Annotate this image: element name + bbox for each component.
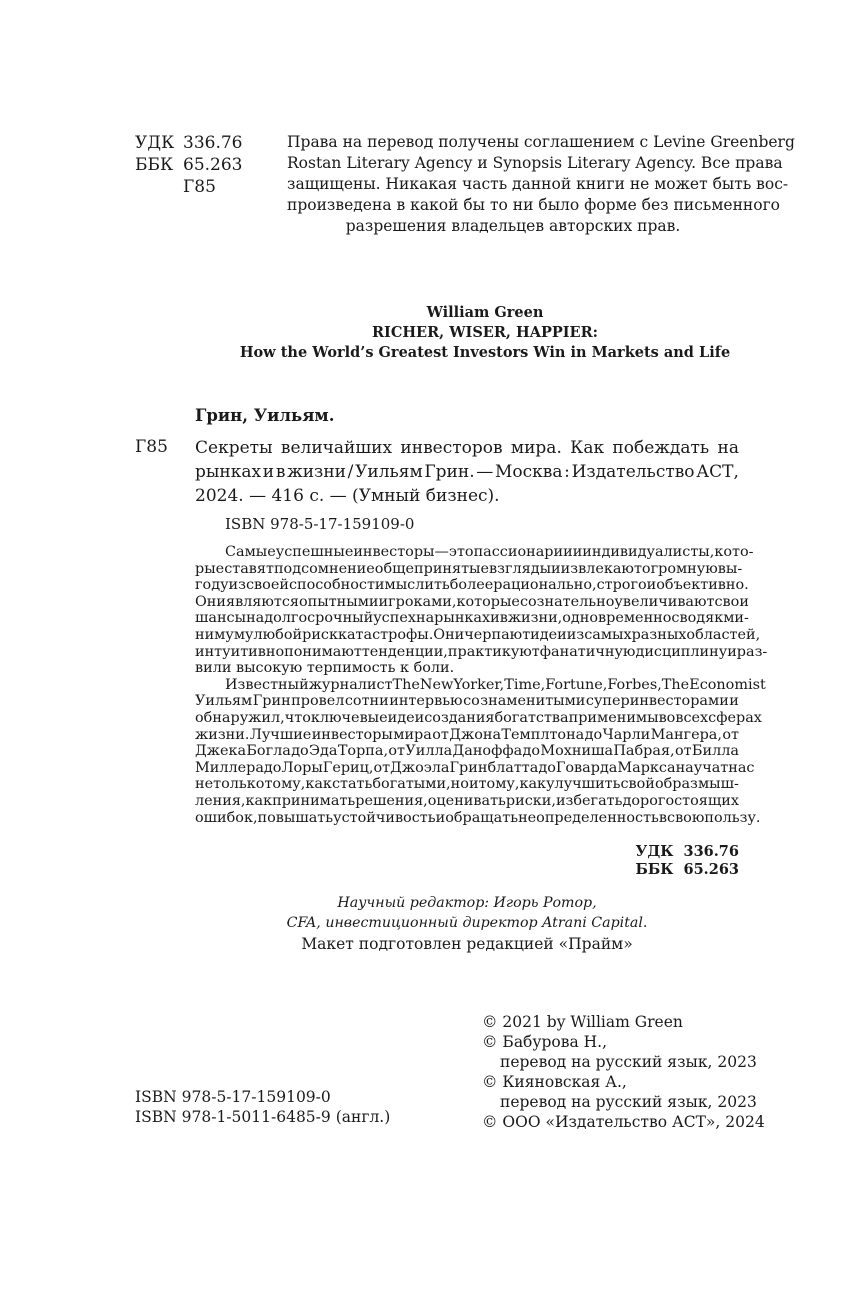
copyright-line: © 2021 by William Green (482, 1013, 683, 1031)
word: фанатичную (539, 643, 636, 660)
annotation (195, 544, 768, 826)
word: одновременно (562, 610, 672, 627)
word: как (245, 792, 273, 809)
word: Лоры (281, 759, 323, 776)
word: Они (433, 626, 465, 643)
annotation-line (195, 793, 739, 810)
word: Forbes, (607, 676, 662, 693)
word: принимать (272, 792, 356, 809)
copyright-line: © Кияновская А., (482, 1073, 627, 1091)
word: Богла (246, 743, 291, 760)
editor-line: Научный редактор: Игорь Ротор, (337, 895, 597, 911)
word: увеличивают (614, 593, 715, 610)
annotation-line (195, 776, 739, 793)
word: ления, (195, 792, 246, 809)
word: создания (424, 709, 495, 726)
word: практикуют (447, 643, 540, 660)
word: извлекают (560, 560, 642, 577)
classification-codes (135, 132, 242, 198)
word: оценивать (427, 792, 506, 809)
annotation-line (195, 727, 739, 744)
catalog-isbn: ISBN 978-5-17-159109-0 (225, 515, 415, 533)
word: и (262, 462, 275, 482)
word: идеи (387, 709, 425, 726)
word: всех (675, 709, 709, 726)
word: АСТ, (696, 462, 739, 482)
word: под (273, 560, 302, 577)
word: побеждать (612, 438, 710, 458)
word: огромную (641, 560, 718, 577)
word: инвесторы (311, 726, 393, 743)
word: самых (584, 626, 632, 643)
word: неопределенность (518, 809, 659, 826)
word: своей (246, 577, 289, 594)
word: интервью (389, 693, 463, 710)
editor-line: CFA, инвестиционный директор Atrani Capital. (286, 915, 648, 931)
copyright-line: перевод на русский язык, 2023 (500, 1053, 757, 1071)
word: и (646, 577, 657, 594)
word: жизни (287, 462, 346, 482)
word: Маркса (617, 759, 676, 776)
copyright-line: © ООО «Издательство АСТ», 2024 (482, 1113, 765, 1131)
word: : (564, 462, 570, 482)
word: журналист (308, 676, 393, 693)
word: жизни, (507, 610, 563, 627)
udk-value: 336.76 (183, 133, 243, 153)
rights-line: Права на перевод получены соглашением с Levine Greenberg (287, 133, 795, 151)
word: являются (225, 593, 300, 610)
word: идеи (530, 626, 567, 643)
word: мира. (510, 438, 562, 458)
word: от (722, 726, 739, 743)
word: областей, (686, 626, 761, 643)
word: риски, (505, 792, 556, 809)
word: Уильям (355, 462, 423, 482)
udk-code: УДК 336.76 (635, 843, 739, 860)
isbn-russian: ISBN 978-5-17-159109-0 (135, 1088, 331, 1106)
word: до (538, 759, 556, 776)
rights-line: защищены. Никакая часть данной книги не может быть вос- (287, 175, 789, 193)
word: любой (253, 626, 303, 643)
word: общепринятые (374, 560, 490, 577)
annotation-line (195, 693, 739, 710)
word: во (658, 709, 676, 726)
word: Гринблатта (449, 759, 539, 776)
word: сотни (344, 693, 389, 710)
word: сознательно (519, 593, 615, 610)
word: сферах (708, 709, 762, 726)
word: тенденции, (361, 643, 448, 660)
word: Торпа, (337, 743, 389, 760)
word: Они (195, 593, 226, 610)
annotation-line (195, 577, 749, 594)
annotation-line: вили высокую терпимость к боли. (195, 660, 455, 677)
word: до (584, 726, 603, 743)
word: — (476, 462, 494, 482)
word: суперинвесторами (585, 693, 729, 710)
word: году (195, 577, 229, 594)
word: что (284, 709, 311, 726)
word: Пабрая, (613, 743, 675, 760)
word: но (450, 776, 469, 793)
word: риск (302, 626, 338, 643)
word: Лучшие (249, 726, 312, 743)
annotation-line (195, 544, 754, 561)
word: стать (331, 776, 373, 793)
classification-codes-bottom (560, 843, 739, 879)
word: Time, (504, 676, 546, 693)
bibliographic-description (195, 436, 739, 508)
word: Самые (225, 544, 276, 560)
description-line (195, 460, 739, 484)
word: к (714, 610, 724, 627)
word: только (213, 776, 265, 793)
word: решения, (355, 792, 428, 809)
word: нас (728, 759, 755, 776)
word: долгосрочный (264, 610, 374, 627)
word: от (388, 743, 406, 760)
word: Мохниша (540, 743, 614, 760)
word: из (566, 626, 585, 643)
word: на (717, 438, 739, 458)
word: разных (631, 626, 687, 643)
word: от (373, 759, 391, 776)
catalog-author-heading: Грин, Уильям. (195, 406, 335, 425)
word: Темплтона (501, 726, 585, 743)
rights-line: разрешения владельцев авторских прав. (345, 217, 681, 235)
word: игроками, (378, 593, 457, 610)
annotation-line (195, 709, 762, 727)
original-title: RICHER, WISER, HAPPIER: (371, 324, 598, 341)
word: раз- (736, 643, 768, 660)
annotation-line (195, 560, 743, 578)
bbk-code: ББК 65.263 (635, 861, 739, 878)
annotation-line (195, 676, 766, 694)
word: Миллера (195, 759, 264, 776)
word: опытными (299, 593, 379, 610)
word: ми- (723, 610, 749, 627)
word: / (347, 462, 354, 482)
word: избегать (555, 792, 623, 809)
word: Джона (449, 726, 502, 743)
word: вы- (717, 560, 743, 577)
annotation-line (195, 610, 749, 627)
word: и (729, 693, 739, 710)
word: применимы (568, 709, 659, 726)
word: и (572, 544, 583, 560)
word: ошибок, (195, 809, 258, 826)
word: Джоэла (390, 759, 450, 776)
rights-notice (287, 132, 795, 237)
word: более (449, 577, 494, 594)
word: на (415, 610, 435, 627)
word: и (551, 560, 561, 577)
word: The (392, 676, 420, 693)
word: в (499, 610, 508, 627)
bbk-label: ББК (135, 155, 174, 175)
word: Говарда (555, 759, 618, 776)
word: Yorker, (453, 676, 505, 693)
word: Даноффа (452, 743, 523, 760)
word: как (305, 776, 332, 793)
word: взгляды (489, 560, 552, 577)
word: свою (667, 809, 705, 826)
annotation-line (195, 643, 768, 661)
word: объективно. (656, 577, 749, 594)
word: научат (675, 759, 729, 776)
word: сводя (671, 610, 715, 627)
word: устойчивость (333, 809, 436, 826)
word: New (419, 676, 454, 693)
author-mark-row (135, 176, 242, 198)
word: рационально, (493, 577, 597, 594)
word: пассионарии (473, 544, 573, 560)
word: кото- (714, 544, 754, 560)
annotation-line (195, 743, 739, 760)
word: тому, (478, 776, 520, 793)
word: свой (620, 776, 655, 793)
word: обращать (445, 809, 519, 826)
word: The (661, 676, 690, 693)
word: провел (291, 693, 345, 710)
isbn-english: ISBN 978-1-5011-6485-9 (англ.) (135, 1108, 391, 1126)
word: до (291, 743, 309, 760)
bbk-row (135, 154, 242, 176)
word: величайших (280, 438, 393, 458)
description-line (195, 436, 739, 460)
word: катастрофы. (337, 626, 434, 643)
word: понимают (284, 643, 362, 660)
word: нимуму (195, 626, 254, 643)
word: дисциплину (635, 643, 728, 660)
word: Билла (691, 743, 739, 760)
word: успех (373, 610, 416, 627)
word: повышать (257, 809, 334, 826)
word: свои (714, 593, 749, 610)
word: из (228, 577, 246, 594)
description-line: 2024. — 416 с. — (Умный бизнес). (195, 486, 500, 506)
word: от (432, 726, 449, 743)
word: рынках (195, 462, 262, 482)
word: — (434, 544, 449, 560)
word: до (263, 759, 282, 776)
annotation-line (195, 809, 761, 827)
word: дорогостоящих (622, 792, 739, 809)
word: индивидуалисты, (582, 544, 715, 560)
word: образ (654, 776, 698, 793)
word: Уильям (195, 693, 253, 710)
word: шансы (195, 610, 247, 627)
word: Москва (494, 462, 563, 482)
word: Как (570, 438, 605, 458)
original-title-block (135, 303, 835, 363)
word: Джека (195, 743, 247, 760)
word: жизни. (195, 726, 250, 743)
word: обнаружил, (195, 709, 285, 726)
original-subtitle: How the World’s Greatest Investors Win in Markets and Life (239, 344, 731, 361)
copyright-block (482, 1012, 782, 1132)
word: Гериц, (322, 759, 374, 776)
word: от (674, 743, 692, 760)
word: Уилла (405, 743, 453, 760)
udk-row (135, 132, 242, 154)
word: богатыми, (372, 776, 451, 793)
word: в (275, 462, 286, 482)
word: Грин. (424, 462, 475, 482)
layout-credit: Макет подготовлен редакцией «Прайм» (301, 935, 633, 953)
catalog-mark: Г85 (135, 437, 168, 457)
annotation-line (195, 626, 761, 644)
rights-line: произведена в какой бы то ни было форме без письменного (287, 196, 781, 214)
author-mark: Г85 (183, 177, 216, 197)
word: строго (596, 577, 647, 594)
copyright-line: © Бабурова Н., (482, 1033, 608, 1051)
word: рые (195, 560, 225, 577)
isbn-block (135, 1087, 390, 1127)
udk-label: УДК (135, 133, 175, 153)
word: черпают (464, 626, 531, 643)
original-author: William Green (426, 304, 544, 321)
word: мыслить (384, 577, 450, 594)
word: способности (288, 577, 385, 594)
word: со (463, 693, 480, 710)
word: как (519, 776, 547, 793)
word: ключевые (310, 709, 388, 726)
word: пользу. (704, 809, 761, 826)
word: Economist (689, 676, 766, 693)
word: Эда (309, 743, 338, 760)
word: и (490, 610, 500, 627)
word: Мангера, (650, 726, 722, 743)
word: Секреты (195, 438, 273, 458)
bbk-value: 65.263 (183, 155, 243, 175)
word: рынках (434, 610, 491, 627)
annotation-line (195, 593, 749, 611)
word: улучшить (546, 776, 621, 793)
word: Известный (225, 676, 309, 693)
word: инвесторы (353, 544, 435, 560)
word: мира (393, 726, 432, 743)
word: и (435, 809, 446, 826)
word: богатства (494, 709, 569, 726)
word: до (522, 743, 541, 760)
word: Fortune, (545, 676, 608, 693)
word: на (246, 610, 265, 627)
word: ставят (224, 560, 274, 577)
word: инвесторов (400, 438, 503, 458)
word: сомнение (301, 560, 375, 577)
word: которые (456, 593, 520, 610)
word: тому, (264, 776, 306, 793)
annotation-line (195, 759, 755, 777)
word: Издательство (571, 462, 695, 482)
word: знаменитыми (480, 693, 586, 710)
word: и (468, 776, 479, 793)
rights-line: Rostan Literary Agency и Synopsis Literary Agency. Все права (287, 154, 783, 172)
word: Грин (252, 693, 291, 710)
word: интуитивно (195, 643, 285, 660)
copyright-line: перевод на русский язык, 2023 (500, 1093, 757, 1111)
word: это (448, 544, 474, 560)
word: успешные (275, 544, 354, 560)
word: не (195, 776, 214, 793)
word: и (727, 643, 737, 660)
scientific-editor-credit (195, 893, 739, 933)
word: мыш- (697, 776, 739, 793)
word: Чарли (602, 726, 651, 743)
word: в (658, 809, 668, 826)
